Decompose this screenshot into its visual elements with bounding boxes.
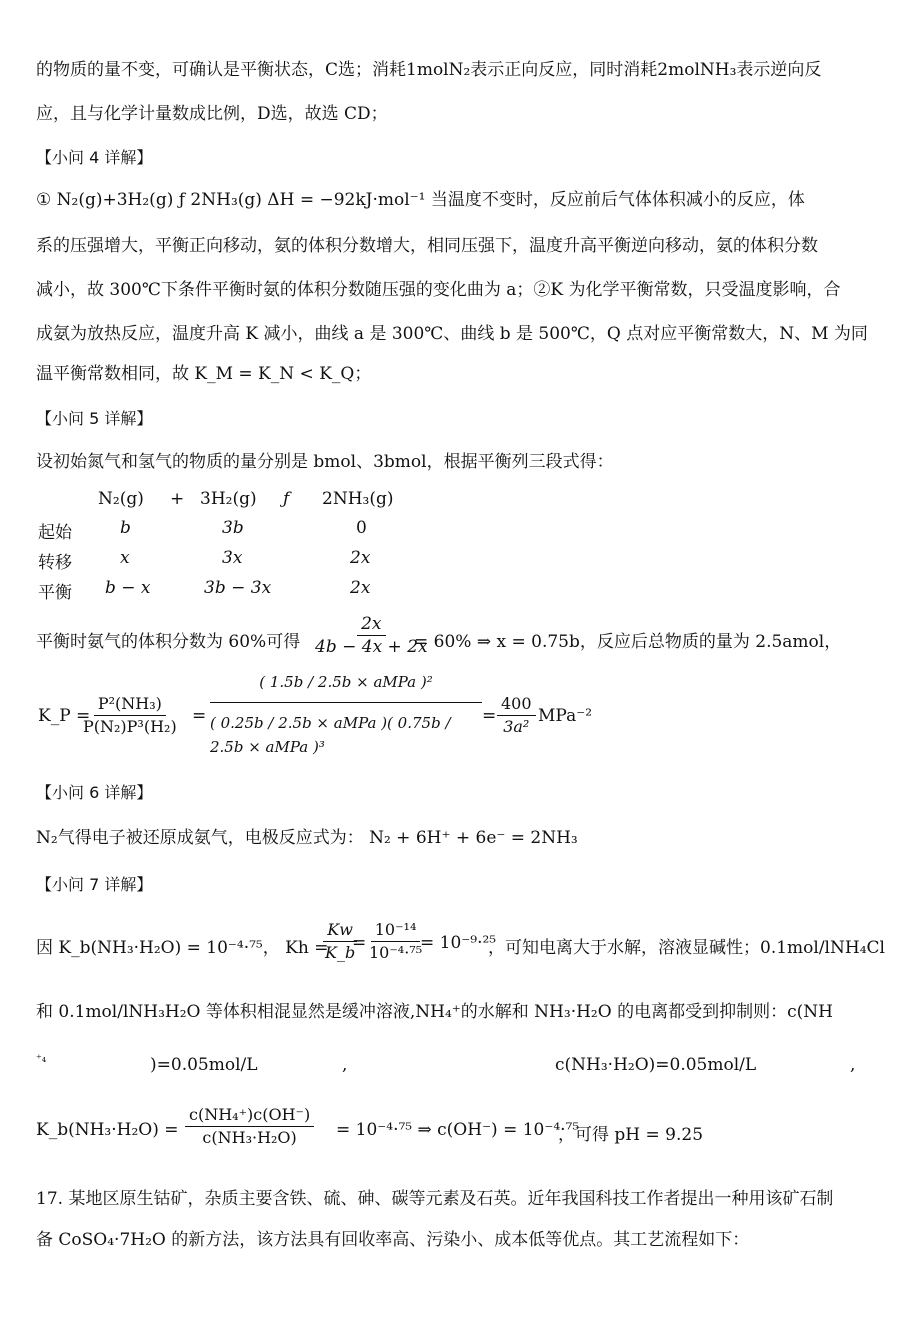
question-17-line: 17. 某地区原生钴矿，杂质主要含铁、硫、砷、碳等元素及石英。近年我国科技工作者提出一种用该矿石制 bbox=[36, 1189, 834, 1209]
table-cell: 3b − 3x bbox=[204, 578, 272, 598]
kp-numerator: ( 1.5b / 2.5b × aMPa )² bbox=[259, 673, 433, 691]
fraction-numerator: 2x bbox=[357, 613, 385, 636]
text-fragment: , bbox=[342, 1055, 348, 1075]
table-row-label: 转移 bbox=[38, 553, 72, 573]
text-line: ① N₂(g)+3H₂(g) ƒ 2NH₃(g) ΔH = −92kJ·mol⁻¹ 当温度不变时，反应前后气体体积减小的反应，体 bbox=[36, 190, 805, 210]
section-heading-5: 【小问 5 详解】 bbox=[36, 409, 153, 428]
text-line: 平衡时氨气的体积分数为 60%可得 bbox=[36, 632, 301, 652]
text-line: 设初始氮气和氢气的物质的量分别是 bmol、3bmol，根据平衡列三段式得： bbox=[36, 452, 614, 472]
fraction-denominator: c(NH₃·H₂O) bbox=[202, 1128, 297, 1147]
table-cell: 3x bbox=[222, 548, 243, 568]
text-line: ，可知电离大于水解，溶液显碱性；0.1mol/lNH₄Cl bbox=[488, 938, 885, 958]
fraction-denominator: P(N₂)P³(H₂) bbox=[83, 717, 177, 736]
table-cell: 3b bbox=[222, 518, 244, 538]
equals-sign: = bbox=[482, 706, 497, 726]
text-line: 和 0.1mol/lNH₃H₂O 等体积相混显然是缓冲溶液,NH₄⁺的水解和 NH₃·H₂O 的电离都受到抑制则：c(NH bbox=[36, 1002, 833, 1022]
kb-fraction bbox=[185, 1104, 314, 1149]
equals-sign: = bbox=[352, 933, 367, 953]
fraction-numerator: c(NH₄⁺)c(OH⁻) bbox=[185, 1104, 314, 1127]
text-line: = 60% ⇒ x = 0.75b，反应后总物质的量为 2.5amol， bbox=[414, 632, 842, 652]
fraction-numerator: 10⁻¹⁴ bbox=[371, 919, 421, 942]
question-17-line: 备 CoSO₄·7H₂O 的新方法，该方法具有回收率高、污染小、成本低等优点。其工艺流程如下： bbox=[36, 1230, 750, 1250]
equals-sign: = bbox=[192, 706, 207, 726]
kh-result: = 10⁻⁹·²⁵ bbox=[420, 933, 497, 953]
kb-lhs: K_b(NH₃·H₂O) = bbox=[36, 1120, 179, 1140]
text-fragment: , bbox=[850, 1055, 856, 1075]
table-header-cell: 2NH₃(g) bbox=[322, 489, 394, 509]
text-fragment: ⁺₄ bbox=[36, 1052, 47, 1065]
table-header-cell: ƒ bbox=[283, 489, 290, 509]
text-line: 系的压强增大，平衡正向移动，氨的体积分数增大，相同压强下，温度升高平衡逆向移动，氨的体积分数 bbox=[36, 236, 818, 256]
table-cell: b bbox=[120, 518, 131, 538]
table-row-label: 平衡 bbox=[38, 583, 72, 603]
text-fragment: )=0.05mol/L bbox=[150, 1055, 258, 1075]
fraction-denominator: 3a² bbox=[503, 717, 530, 736]
fraction-bar bbox=[210, 702, 482, 703]
text-line: 成氨为放热反应，温度升高 K 减小，曲线 a 是 300℃、曲线 b 是 500℃，Q 点对应平衡常数大，N、M 为同 bbox=[36, 324, 868, 344]
fraction-denominator: K_b bbox=[325, 943, 356, 962]
section-heading-6: 【小问 6 详解】 bbox=[36, 783, 153, 802]
section-heading-7: 【小问 7 详解】 bbox=[36, 875, 153, 894]
section-heading-4: 【小问 4 详解】 bbox=[36, 148, 153, 167]
text-fragment: c(NH₃·H₂O)=0.05mol/L bbox=[555, 1055, 757, 1075]
table-cell: x bbox=[120, 548, 130, 568]
table-cell: b − x bbox=[105, 578, 151, 598]
kp-compound-fraction bbox=[210, 670, 482, 759]
table-header-cell: + bbox=[170, 489, 185, 509]
kp-fraction bbox=[79, 693, 181, 738]
table-header-cell: N₂(g) bbox=[98, 489, 144, 509]
kh-text: 因 K_b(NH₃·H₂O) = 10⁻⁴·⁷⁵， Kh = bbox=[36, 938, 329, 958]
table-header-cell: 3H₂(g) bbox=[200, 489, 257, 509]
fraction-denominator: 4b − 4x + 2x bbox=[315, 637, 428, 657]
text-line: 应，且与化学计量数成比例，D选，故选 CD； bbox=[36, 104, 388, 124]
fraction-numerator: P²(NH₃) bbox=[94, 693, 166, 716]
fraction-denominator: 10⁻⁴·⁷⁵ bbox=[369, 943, 423, 962]
text-line: 的物质的量不变，可确认是平衡状态，C选；消耗1molN₂表示正向反应，同时消耗2molNH₃表示逆向反 bbox=[36, 60, 822, 80]
kp-denominator: ( 0.25b / 2.5b × aMPa )( 0.75b / 2.5b × aMPa )³ bbox=[210, 714, 451, 756]
table-cell: 2x bbox=[350, 548, 371, 568]
text-line: N₂气得电子被还原成氨气，电极反应式为： N₂ + 6H⁺ + 6e⁻ = 2NH₃ bbox=[36, 828, 578, 848]
table-cell: 0 bbox=[356, 518, 367, 538]
kp-unit: MPa⁻² bbox=[538, 706, 593, 726]
kh-fraction-2 bbox=[365, 919, 426, 964]
table-cell: 2x bbox=[350, 578, 371, 598]
kb-rhs: = 10⁻⁴·⁷⁵ ⇒ c(OH⁻) = 10⁻⁴·⁷⁵ bbox=[336, 1120, 580, 1140]
table-row-label: 起始 bbox=[38, 523, 72, 543]
text-line: 温平衡常数相同，故 K_M = K_N < K_Q； bbox=[36, 364, 372, 384]
fraction-numerator: 400 bbox=[497, 693, 536, 716]
fraction-numerator: Kw bbox=[323, 919, 357, 942]
text-line: ，可得 pH = 9.25 bbox=[558, 1125, 704, 1145]
text-line: 减小，故 300℃下条件平衡时氨的体积分数随压强的变化曲为 a；②K 为化学平衡常数，只受温度影响，合 bbox=[36, 280, 841, 300]
kp-lhs: K_P = bbox=[38, 706, 91, 726]
kp-result-fraction bbox=[497, 693, 536, 738]
